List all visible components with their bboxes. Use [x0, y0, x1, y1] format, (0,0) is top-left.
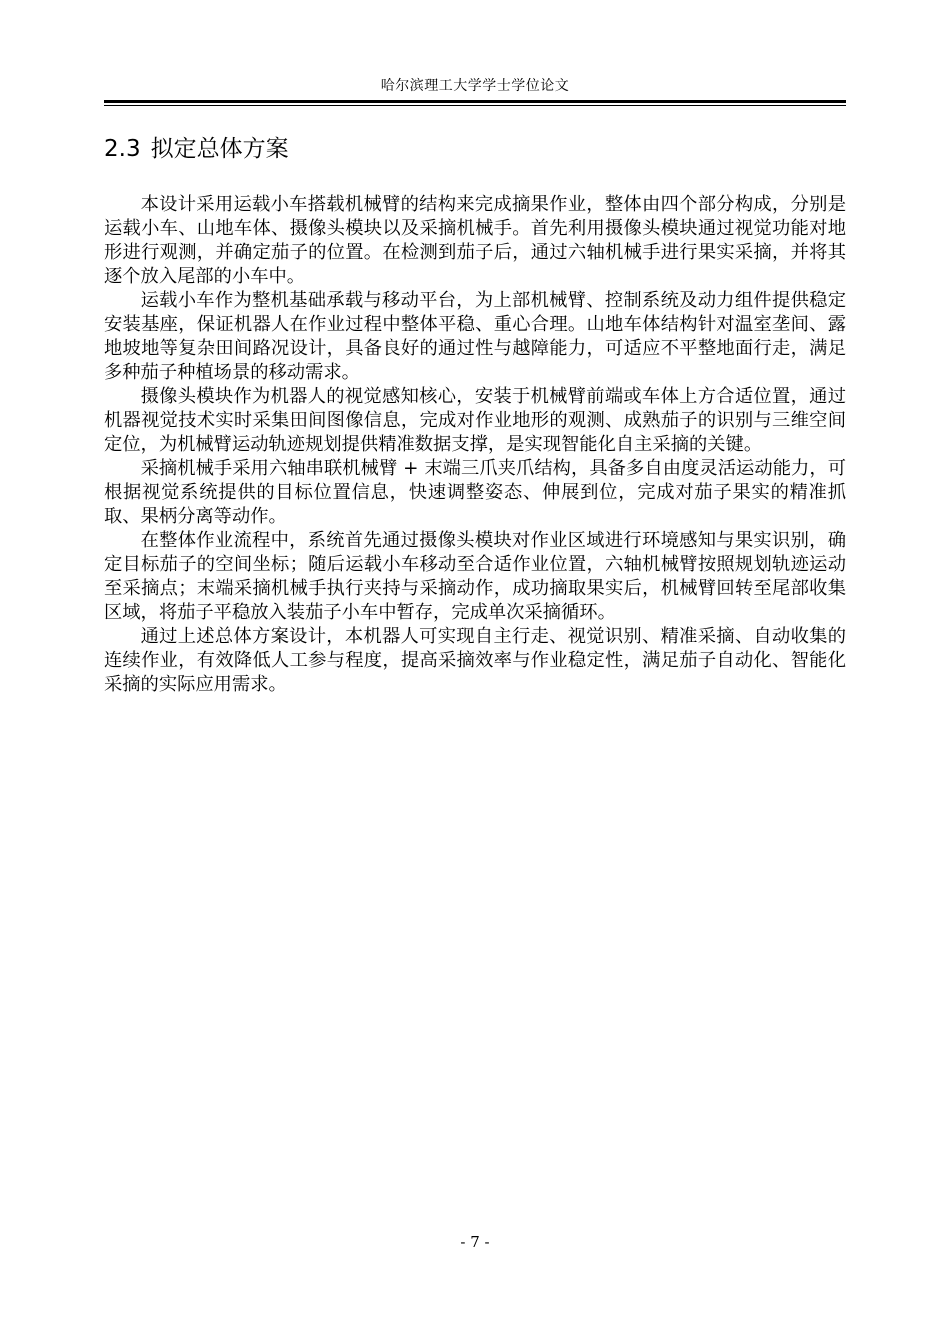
paragraph: 采摘机械手采用六轴串联机械臂 + 末端三爪夹爪结构，具备多自由度灵活运动能力，可根据视觉系统提供的目标位置信息，快速调整姿态、伸展到位，完成对茄子果实的精准抓取、果柄分离等动作。 [104, 458, 846, 527]
header-rule-thin [104, 105, 846, 106]
section-heading [104, 132, 289, 166]
running-header: 哈尔滨理工大学学士学位论文 [380, 78, 570, 94]
paragraph: 本设计采用运载小车搭载机械臂的结构来完成摘果作业，整体由四个部分构成，分别是运载小车、山地车体、摄像头模块以及采摘机械手。首先利用摄像头模块通过视觉功能对地形进行观测，并确定茄子的位置。在检测到茄子后，通过六轴机械手进行果实采摘，并将其逐个放入尾部的小车中。 [104, 194, 846, 287]
paragraph: 通过上述总体方案设计，本机器人可实现自主行走、视觉识别、精准采摘、自动收集的连续作业，有效降低人工参与程度，提高采摘效率与作业稳定性，满足茄子自动化、智能化采摘的实际应用需求。 [104, 626, 846, 695]
page-number: - 7 - [460, 1233, 490, 1251]
paragraph: 摄像头模块作为机器人的视觉感知核心，安装于机械臂前端或车体上方合适位置，通过机器视觉技术实时采集田间图像信息，完成对作业地形的观测、成熟茄子的识别与三维空间定位，为机械臂运动轨迹规划提供精准数据支撑，是实现智能化自主采摘的关键。 [104, 386, 846, 455]
paragraph: 在整体作业流程中，系统首先通过摄像头模块对作业区域进行环境感知与果实识别，确定目标茄子的空间坐标；随后运载小车移动至合适作业位置，六轴机械臂按照规划轨迹运动至采摘点；末端采摘机械手执行夹持与采摘动作，成功摘取果实后，机械臂回转至尾部收集区域，将茄子平稳放入装茄子小车中暂存，完成单次采摘循环。 [104, 530, 846, 623]
section-number: 2.3 [104, 136, 141, 162]
body-text [104, 193, 846, 697]
paragraph: 运载小车作为整机基础承载与移动平台，为上部机械臂、控制系统及动力组件提供稳定安装基座，保证机器人在作业过程中整体平稳、重心合理。山地车体结构针对温室垄间、露地坡地等复杂田间路况设计，具备良好的通过性与越障能力，可适应不平整地面行走，满足多种茄子种植场景的移动需求。 [104, 290, 846, 383]
section-title: 拟定总体方案 [150, 136, 289, 162]
header-rule-thick [104, 100, 846, 103]
